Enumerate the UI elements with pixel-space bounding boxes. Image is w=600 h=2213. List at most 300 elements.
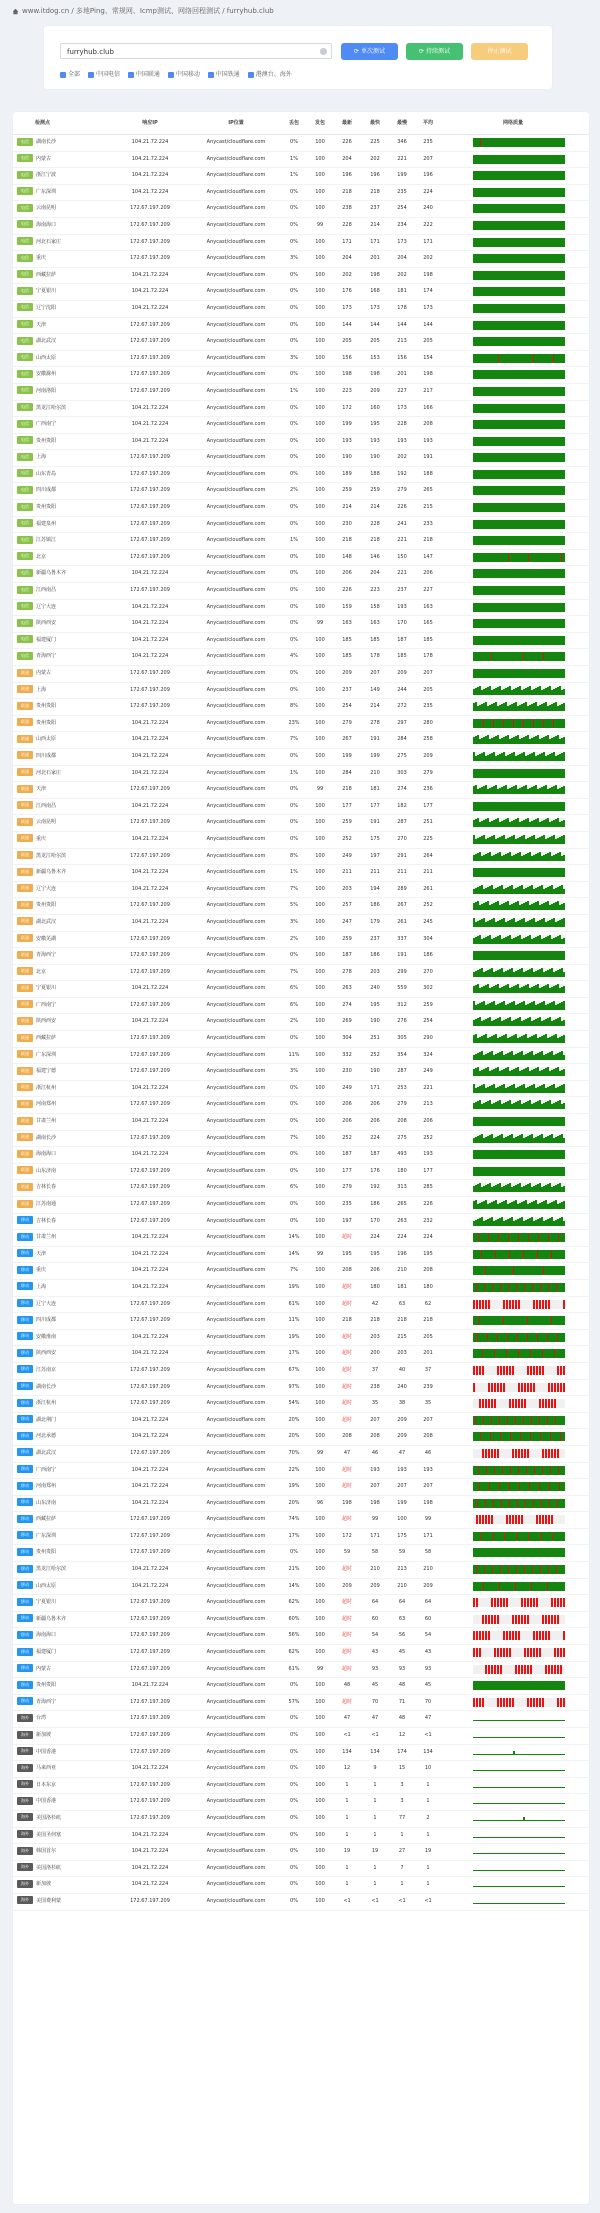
ip-cell: 172.67.197.209 (130, 1068, 170, 1075)
latency-sample (563, 938, 565, 944)
table-row[interactable] (13, 1197, 589, 1214)
worst-cell: 221 (397, 155, 407, 162)
table-row[interactable] (13, 467, 589, 484)
table-row[interactable] (13, 533, 589, 550)
table-row[interactable] (13, 1048, 589, 1065)
loss-spike (515, 1416, 516, 1425)
table-row[interactable] (13, 417, 589, 434)
table-row[interactable] (13, 1645, 589, 1662)
checkbox-icon[interactable] (208, 72, 214, 78)
checkbox-icon[interactable] (248, 72, 254, 78)
table-row[interactable] (13, 1363, 589, 1380)
table-row[interactable] (13, 1247, 589, 1264)
worst-cell: 274 (397, 786, 407, 793)
latency-sample (563, 786, 565, 794)
location-cell: Anycast/cloudflare.com (206, 172, 266, 179)
table-row[interactable] (13, 318, 589, 335)
network-quality-graph (473, 1548, 565, 1557)
table-row[interactable] (13, 732, 589, 749)
node-cell (17, 1778, 107, 1794)
table-row[interactable] (13, 1014, 589, 1031)
ip-cell: 104.21.72.224 (131, 985, 169, 992)
table-row[interactable] (13, 898, 589, 915)
worst-cell: 221 (397, 537, 407, 544)
table-row[interactable] (13, 135, 589, 152)
table-row[interactable] (13, 633, 589, 650)
loss-spike (557, 1449, 559, 1458)
table-row[interactable] (13, 1678, 589, 1695)
loss-spike (494, 1349, 495, 1358)
loss-spike (485, 1449, 487, 1458)
table-row[interactable] (13, 1711, 589, 1728)
node-cell (17, 683, 107, 699)
table-row[interactable] (13, 1463, 589, 1480)
table-row[interactable] (13, 1662, 589, 1679)
loss-spike (509, 1631, 511, 1640)
table-row[interactable] (13, 351, 589, 368)
results-table (13, 112, 589, 2204)
last-cell: 1 (345, 1831, 349, 1838)
table-row[interactable] (13, 1761, 589, 1778)
network-quality-graph (473, 652, 565, 661)
table-row[interactable] (13, 483, 589, 500)
table-row[interactable] (13, 1313, 589, 1330)
ip-cell: 104.21.72.224 (131, 421, 169, 428)
node-name: 上海 (36, 686, 47, 693)
loss-spike (500, 1598, 502, 1607)
node-cell (17, 1463, 107, 1479)
table-row[interactable] (13, 500, 589, 517)
loss-spike (494, 1449, 496, 1458)
loss-spike (554, 1648, 556, 1657)
table-row[interactable] (13, 1861, 589, 1878)
last-cell: 177 (342, 1167, 352, 1174)
loss-spike (518, 1665, 520, 1674)
table-row[interactable] (13, 1064, 589, 1081)
header-last[interactable]: 最新 (341, 120, 352, 126)
carrier-badge: 联通 (17, 884, 33, 892)
table-row[interactable] (13, 766, 589, 783)
node-cell (17, 1247, 107, 1263)
best-cell: 223 (370, 587, 380, 594)
last-cell: 257 (342, 902, 352, 909)
table-row[interactable] (13, 932, 589, 949)
table-row[interactable] (13, 1778, 589, 1795)
worst-cell: 173 (397, 404, 407, 411)
loss-spike (542, 1466, 543, 1475)
node-name: 河北承德 (36, 1433, 57, 1440)
continuous-test-button[interactable]: ⟳ 持续测试 (406, 43, 463, 60)
location-cell: Anycast/cloudflare.com (206, 1715, 266, 1722)
table-row[interactable] (13, 566, 589, 583)
loss-spike (548, 1233, 549, 1242)
ip-cell: 104.21.72.224 (131, 172, 169, 179)
carrier-badge: 联通 (17, 1150, 33, 1158)
table-row[interactable] (13, 616, 589, 633)
sent-cell: 100 (315, 1433, 325, 1440)
worst-cell: 187 (397, 636, 407, 643)
avg-cell: 62 (424, 1300, 432, 1307)
table-row[interactable] (13, 367, 589, 384)
checkbox-icon[interactable] (60, 72, 66, 78)
last-cell: 252 (342, 1134, 352, 1141)
loss-spike (539, 1482, 540, 1491)
checkbox-icon[interactable] (88, 72, 94, 78)
sent-cell: 100 (315, 487, 325, 494)
network-quality-graph (473, 1034, 565, 1043)
table-row[interactable] (13, 1280, 589, 1297)
table-row[interactable] (13, 201, 589, 218)
loss-spike (478, 1466, 479, 1475)
loss-spike (490, 1432, 491, 1441)
table-row[interactable] (13, 583, 589, 600)
table-row[interactable] (13, 1214, 589, 1231)
table-row[interactable] (13, 1894, 589, 1911)
table-row[interactable] (13, 1380, 589, 1397)
table-row[interactable] (13, 301, 589, 318)
loss-spike (557, 1698, 559, 1707)
table-row[interactable] (13, 782, 589, 799)
node-name: 西藏拉萨 (36, 1516, 57, 1523)
node-name: 美国圣何塞 (36, 1831, 62, 1838)
location-cell: Anycast/cloudflare.com (206, 1698, 266, 1705)
best-cell: 214 (370, 703, 380, 710)
carrier-badge: 电信 (17, 220, 33, 228)
node-name: 黑龙江哈尔滨 (36, 1566, 67, 1573)
table-row[interactable] (13, 1612, 589, 1629)
table-row[interactable] (13, 1728, 589, 1745)
table-row[interactable] (13, 1230, 589, 1247)
node-cell (17, 1230, 107, 1246)
node-cell (17, 500, 107, 516)
filter-tietong[interactable] (208, 69, 240, 78)
table-row[interactable] (13, 1147, 589, 1164)
table-row[interactable] (13, 865, 589, 882)
table-row[interactable] (13, 251, 589, 268)
worst-cell: 279 (397, 487, 407, 494)
network-quality-graph (473, 221, 565, 230)
loss-spike (545, 1615, 547, 1624)
loss-cell: 0% (290, 470, 298, 477)
table-row[interactable] (13, 1396, 589, 1413)
table-row[interactable] (13, 401, 589, 418)
last-cell: 230 (342, 520, 352, 527)
loss-spike (481, 1532, 482, 1541)
table-row[interactable] (13, 152, 589, 169)
table-row[interactable] (13, 284, 589, 301)
header-ip[interactable]: 响应IP (142, 120, 158, 126)
header-worst[interactable]: 最慢 (396, 120, 407, 126)
table-row[interactable] (13, 1695, 589, 1712)
loss-cell: 0% (290, 570, 298, 577)
carrier-badge: 联通 (17, 1183, 33, 1191)
ip-cell: 104.21.72.224 (131, 719, 169, 726)
node-cell (17, 251, 107, 267)
loss-spike (480, 1432, 481, 1441)
loss-spike (473, 1300, 475, 1309)
loss-spike (530, 1432, 531, 1441)
network-quality-graph (473, 271, 565, 280)
worst-cell: 182 (397, 802, 407, 809)
table-row[interactable] (13, 1844, 589, 1861)
ip-cell: 172.67.197.209 (130, 1732, 170, 1738)
filter-overseas[interactable] (248, 69, 292, 78)
search-input-value[interactable]: furryhub.club (67, 48, 114, 56)
loss-spike (537, 1333, 538, 1342)
table-row[interactable] (13, 749, 589, 766)
loss-spike (508, 1233, 509, 1242)
best-cell: 168 (370, 288, 380, 295)
table-row[interactable] (13, 1446, 589, 1463)
location-cell: Anycast/cloudflare.com (206, 371, 266, 378)
worst-cell: 276 (397, 1018, 407, 1025)
header-sent[interactable]: 发包 (314, 120, 325, 126)
loss-spike (530, 1648, 532, 1657)
best-cell: 198 (370, 271, 380, 278)
loss-spike (536, 1515, 538, 1524)
loss-spike (497, 1333, 498, 1342)
carrier-badge: 联通 (17, 1200, 33, 1208)
location-cell: Anycast/cloudflare.com (206, 786, 266, 793)
loss-spike (509, 1515, 511, 1524)
loss-spike (554, 1598, 556, 1607)
table-row[interactable] (13, 1031, 589, 1048)
filter-telecom[interactable] (88, 69, 120, 78)
header-node[interactable]: 检测点 (35, 120, 51, 126)
table-row[interactable] (13, 1877, 589, 1894)
location-cell: Anycast/cloudflare.com (206, 852, 266, 859)
network-quality-graph (473, 321, 565, 330)
node-name: 山西太原 (36, 354, 57, 361)
best-cell: 200 (370, 1350, 380, 1357)
ip-cell: 172.67.197.209 (130, 1035, 170, 1042)
table-row[interactable] (13, 815, 589, 832)
loss-spike (551, 1665, 553, 1674)
checkbox-icon[interactable] (168, 72, 174, 78)
loss-spike (533, 1383, 535, 1392)
latency-line (473, 1770, 565, 1771)
table-row[interactable] (13, 168, 589, 185)
filter-all[interactable] (60, 69, 80, 78)
header-loss[interactable]: 丢包 (288, 120, 299, 126)
loss-spike (506, 1598, 508, 1607)
loss-spike (557, 1333, 558, 1342)
table-row[interactable] (13, 185, 589, 202)
sent-cell: 100 (315, 935, 325, 942)
loss-spike (503, 1300, 505, 1309)
table-row[interactable] (13, 517, 589, 534)
table-row[interactable] (13, 849, 589, 866)
carrier-badge: 联通 (17, 751, 33, 759)
table-row[interactable] (13, 1180, 589, 1197)
node-name: 海南海口 (36, 1632, 57, 1639)
header-best[interactable]: 最快 (369, 120, 380, 126)
table-row[interactable] (13, 1512, 589, 1529)
best-cell: 187 (370, 1151, 380, 1158)
table-row[interactable] (13, 1346, 589, 1363)
table-row[interactable] (13, 334, 589, 351)
table-row[interactable] (13, 1628, 589, 1645)
loss-spike (503, 1631, 505, 1640)
worst-cell: <1 (398, 1897, 406, 1904)
loss-cell: 0% (290, 1217, 298, 1224)
last-cell: 238 (342, 205, 352, 212)
table-row[interactable] (13, 235, 589, 252)
single-test-button[interactable]: ⟳ 单次测试 (341, 43, 398, 60)
table-row[interactable] (13, 1097, 589, 1114)
loss-spike (527, 1665, 529, 1674)
node-name: 美国洛杉矶 (36, 1814, 62, 1821)
node-cell (17, 1662, 107, 1678)
header-avg[interactable]: 平均 (422, 120, 433, 126)
ip-cell: 104.21.72.224 (131, 570, 169, 577)
avg-cell: 19 (424, 1848, 432, 1855)
ip-cell: 104.21.72.224 (131, 620, 169, 627)
table-row[interactable] (13, 1562, 589, 1579)
best-cell: 58 (371, 1549, 379, 1556)
last-cell: 196 (342, 172, 352, 179)
loss-spike (549, 1499, 550, 1508)
worst-cell: 48 (398, 1682, 406, 1689)
loss-cell: 0% (290, 1881, 298, 1888)
table-row[interactable] (13, 1529, 589, 1546)
worst-cell: 156 (397, 354, 407, 361)
ip-cell: 172.67.197.209 (130, 205, 170, 212)
location-cell: Anycast/cloudflare.com (206, 769, 266, 776)
loss-cell: 11% (288, 1051, 300, 1058)
carrier-badge: 电信 (17, 519, 33, 527)
table-row[interactable] (13, 1811, 589, 1828)
table-row[interactable] (13, 1496, 589, 1513)
carrier-badge: 联通 (17, 1083, 33, 1091)
carrier-badge: 电信 (17, 370, 33, 378)
checkbox-icon[interactable] (128, 72, 134, 78)
loss-spike (482, 1349, 483, 1358)
table-row[interactable] (13, 434, 589, 451)
loss-cell: 62% (288, 1649, 300, 1656)
table-row[interactable] (13, 1429, 589, 1446)
loss-spike (507, 1333, 508, 1342)
table-row[interactable] (13, 666, 589, 683)
table-row[interactable] (13, 699, 589, 716)
latency-sample (563, 918, 565, 927)
table-row[interactable] (13, 832, 589, 849)
table-row[interactable] (13, 600, 589, 617)
last-cell: 284 (342, 769, 352, 776)
table-row[interactable] (13, 683, 589, 700)
best-cell: 186 (370, 1201, 380, 1207)
loss-cell: 11% (288, 1317, 300, 1324)
avg-cell: 147 (423, 553, 433, 560)
filter-mobile[interactable] (168, 69, 200, 78)
table-row[interactable] (13, 716, 589, 733)
table-row[interactable] (13, 915, 589, 932)
table-row[interactable] (13, 268, 589, 285)
table-row[interactable] (13, 981, 589, 998)
network-quality-graph (473, 453, 565, 462)
loss-spike (541, 1499, 542, 1508)
node-name: 贵州贵阳 (36, 703, 57, 710)
table-row[interactable] (13, 218, 589, 235)
clear-icon[interactable] (320, 48, 327, 55)
table-row[interactable] (13, 998, 589, 1015)
header-graph[interactable]: 网络质量 (502, 120, 523, 126)
avg-cell: 222 (423, 221, 433, 228)
loss-spike (497, 1383, 499, 1392)
table-row[interactable] (13, 1114, 589, 1131)
filter-unicom[interactable] (128, 69, 160, 78)
network-quality-graph (473, 1001, 565, 1010)
loss-spike (545, 1665, 547, 1674)
header-location[interactable]: IP位置 (228, 120, 244, 126)
continuous-test-label: 持续测试 (425, 48, 450, 55)
node-name: 宁夏银川 (36, 1599, 57, 1606)
loss-spike (482, 1449, 484, 1458)
table-row[interactable] (13, 1263, 589, 1280)
ip-cell: 172.67.197.209 (130, 470, 170, 477)
ip-cell: 104.21.72.224 (131, 653, 169, 660)
loss-spike (542, 1615, 544, 1624)
loss-spike (536, 1598, 538, 1607)
loss-cell: 17% (288, 1350, 300, 1357)
filter-tietong-label: 中国铁通 (215, 71, 240, 78)
table-row[interactable] (13, 1413, 589, 1430)
ip-cell: 104.21.72.224 (131, 288, 169, 295)
table-row[interactable] (13, 1545, 589, 1562)
table-row[interactable] (13, 1131, 589, 1148)
table-row[interactable] (13, 1595, 589, 1612)
loss-cell: 0% (290, 603, 298, 610)
loss-spike (509, 1366, 511, 1375)
loss-spike (547, 1333, 548, 1342)
table-row[interactable] (13, 384, 589, 401)
node-cell (17, 1678, 107, 1694)
table-row[interactable] (13, 550, 589, 567)
table-row[interactable] (13, 1479, 589, 1496)
last-cell: 189 (342, 470, 352, 477)
table-row[interactable] (13, 948, 589, 965)
node-cell (17, 1877, 107, 1893)
table-row[interactable] (13, 882, 589, 899)
table-row[interactable] (13, 1745, 589, 1762)
network-quality-graph (473, 686, 565, 695)
loss-spike (491, 1665, 493, 1674)
stop-test-button[interactable] (471, 43, 528, 60)
loss-spike (500, 1698, 502, 1707)
table-row[interactable] (13, 1794, 589, 1811)
location-cell: Anycast/cloudflare.com (206, 1101, 266, 1108)
loss-spike (557, 1648, 559, 1657)
table-row[interactable] (13, 799, 589, 816)
table-row[interactable] (13, 1579, 589, 1596)
best-cell: 206 (370, 1118, 380, 1125)
table-row[interactable] (13, 649, 589, 666)
search-input[interactable] (60, 43, 332, 59)
table-row[interactable] (13, 1164, 589, 1181)
table-row[interactable] (13, 1330, 589, 1347)
node-name: 青海西宁 (36, 1698, 57, 1705)
worst-cell: 56 (398, 1632, 406, 1639)
table-row[interactable] (13, 1081, 589, 1098)
table-row[interactable] (13, 1297, 589, 1314)
loss-spike (508, 553, 509, 562)
node-cell (17, 1745, 107, 1761)
loss-spike (539, 1399, 541, 1408)
carrier-badge: 联通 (17, 1117, 33, 1125)
table-row[interactable] (13, 965, 589, 982)
table-row[interactable] (13, 450, 589, 467)
table-row[interactable] (13, 1828, 589, 1845)
